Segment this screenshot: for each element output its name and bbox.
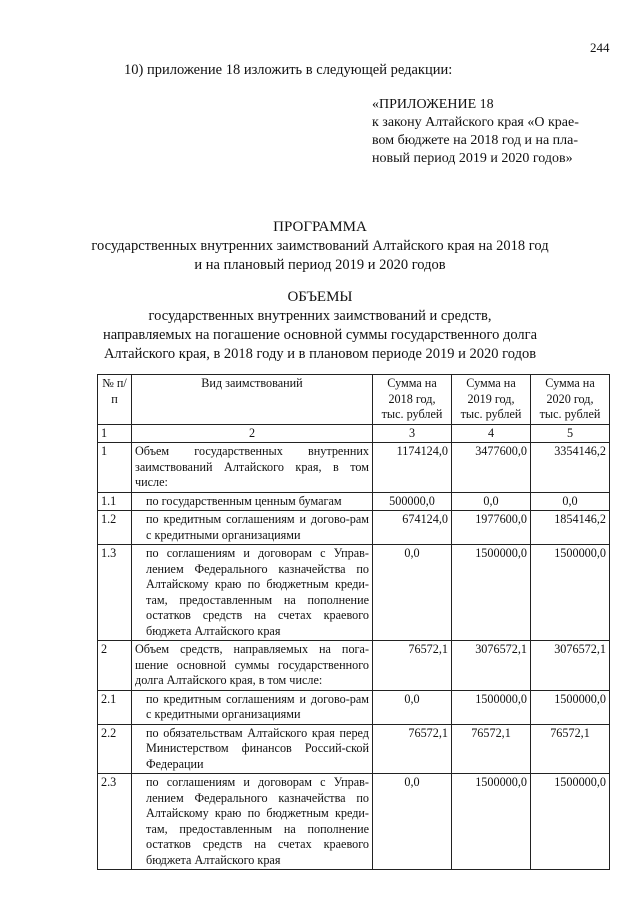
row-2019: 3076572,1 [452, 641, 531, 691]
row-num: 1.1 [98, 492, 132, 511]
row-desc: по соглашениям и договорам с Управ-лением Федерального казначейства по Алтайскому краю по бюджетным креди-там, предоставленным на пополнение остатков средств на счетах краевого бюджета Алтайского края [132, 545, 373, 641]
row-2019: 1977600,0 [452, 511, 531, 545]
table-row [98, 690, 610, 724]
volumes-subtitle-line: направляемых на погашение основной суммы государственного долга [102, 327, 538, 343]
volumes-subtitle-line: Алтайского края, в 2018 году и в плановом периоде 2019 и 2020 годов [103, 346, 537, 362]
row-2018: 0,0 [373, 545, 452, 641]
appendix-line: к закону Алтайского края «О крае- [372, 115, 579, 130]
column-number: 5 [531, 424, 610, 443]
row-2020: 1500000,0 [531, 774, 610, 870]
volumes-heading [0, 288, 640, 364]
row-2019: 3477600,0 [452, 443, 531, 493]
column-number-row [98, 424, 610, 443]
row-2019: 76572,1 [452, 724, 531, 774]
row-num: 2.3 [98, 774, 132, 870]
header-num: № п/п [98, 375, 132, 425]
page-number: 244 [590, 40, 610, 55]
row-2019: 0,0 [452, 492, 531, 511]
column-number: 3 [373, 424, 452, 443]
row-desc: Объем средств, направляемых на пога-шение основной суммы государственного долга Алтайского края, в том числе: [132, 641, 373, 691]
appendix-line: новый период 2019 и 2020 годов» [372, 151, 573, 166]
volumes-subtitle-line: государственных внутренних заимствований и средств, [148, 308, 492, 324]
row-desc: по соглашениям и договорам с Управ-лением Федерального казначейства по Алтайскому краю по бюджетным креди-там, предоставленным на пополнение остатков средств на счетах краевого бюджета Алтайского края [132, 774, 373, 870]
borrowings-table [97, 374, 610, 870]
column-number: 4 [452, 424, 531, 443]
program-heading [0, 218, 640, 275]
table-row [98, 492, 610, 511]
table-header-row [98, 375, 610, 425]
row-desc: по кредитным соглашениям и догово-рам с кредитными организациями [132, 690, 373, 724]
header-2019: Сумма на 2019 год, тыс. рублей [452, 375, 531, 425]
table-row [98, 774, 610, 870]
appendix-line: «ПРИЛОЖЕНИЕ 18 [372, 97, 494, 112]
program-subtitle-line: государственных внутренних заимствований Алтайского края на 2018 год [91, 238, 549, 254]
header-2020: Сумма на 2020 год, тыс. рублей [531, 375, 610, 425]
row-2018: 76572,1 [373, 641, 452, 691]
row-2018: 0,0 [373, 774, 452, 870]
row-2018: 500000,0 [373, 492, 452, 511]
table-row [98, 724, 610, 774]
row-2018: 0,0 [373, 690, 452, 724]
row-desc: Объем государственных внутренних заимствований Алтайского края, в том числе: [132, 443, 373, 493]
row-2019: 1500000,0 [452, 545, 531, 641]
row-2020: 3354146,2 [531, 443, 610, 493]
row-desc: по обязательствам Алтайского края перед Министерством финансов Россий-ской Федерации [132, 724, 373, 774]
row-2020: 76572,1 [531, 724, 610, 774]
row-2019: 1500000,0 [452, 774, 531, 870]
volumes-title: ОБЪЕМЫ [287, 289, 353, 305]
row-num: 1 [98, 443, 132, 493]
column-number: 1 [98, 424, 132, 443]
row-2020: 1854146,2 [531, 511, 610, 545]
row-num: 1.3 [98, 545, 132, 641]
row-num: 2.1 [98, 690, 132, 724]
row-num: 2 [98, 641, 132, 691]
table-row [98, 641, 610, 691]
row-2019: 1500000,0 [452, 690, 531, 724]
header-type: Вид заимствований [132, 375, 373, 425]
program-title: ПРОГРАММА [273, 219, 367, 235]
row-2018: 1174124,0 [373, 443, 452, 493]
row-desc: по кредитным соглашениям и догово-рам с кредитными организациями [132, 511, 373, 545]
row-2020: 1500000,0 [531, 690, 610, 724]
row-num: 2.2 [98, 724, 132, 774]
amendment-intro: 10) приложение 18 изложить в следующей редакции: [124, 62, 453, 78]
row-2020: 3076572,1 [531, 641, 610, 691]
row-desc: по государственным ценным бумагам [132, 492, 373, 511]
column-number: 2 [132, 424, 373, 443]
appendix-header [372, 96, 612, 168]
program-subtitle-line: и на плановый период 2019 и 2020 годов [194, 257, 446, 273]
appendix-line: вом бюджете на 2018 год и на пла- [372, 133, 579, 148]
header-2018: Сумма на 2018 год, тыс. рублей [373, 375, 452, 425]
table-row [98, 511, 610, 545]
row-2020: 0,0 [531, 492, 610, 511]
table-row [98, 545, 610, 641]
row-2020: 1500000,0 [531, 545, 610, 641]
table-row [98, 443, 610, 493]
row-num: 1.2 [98, 511, 132, 545]
row-2018: 674124,0 [373, 511, 452, 545]
row-2018: 76572,1 [373, 724, 452, 774]
